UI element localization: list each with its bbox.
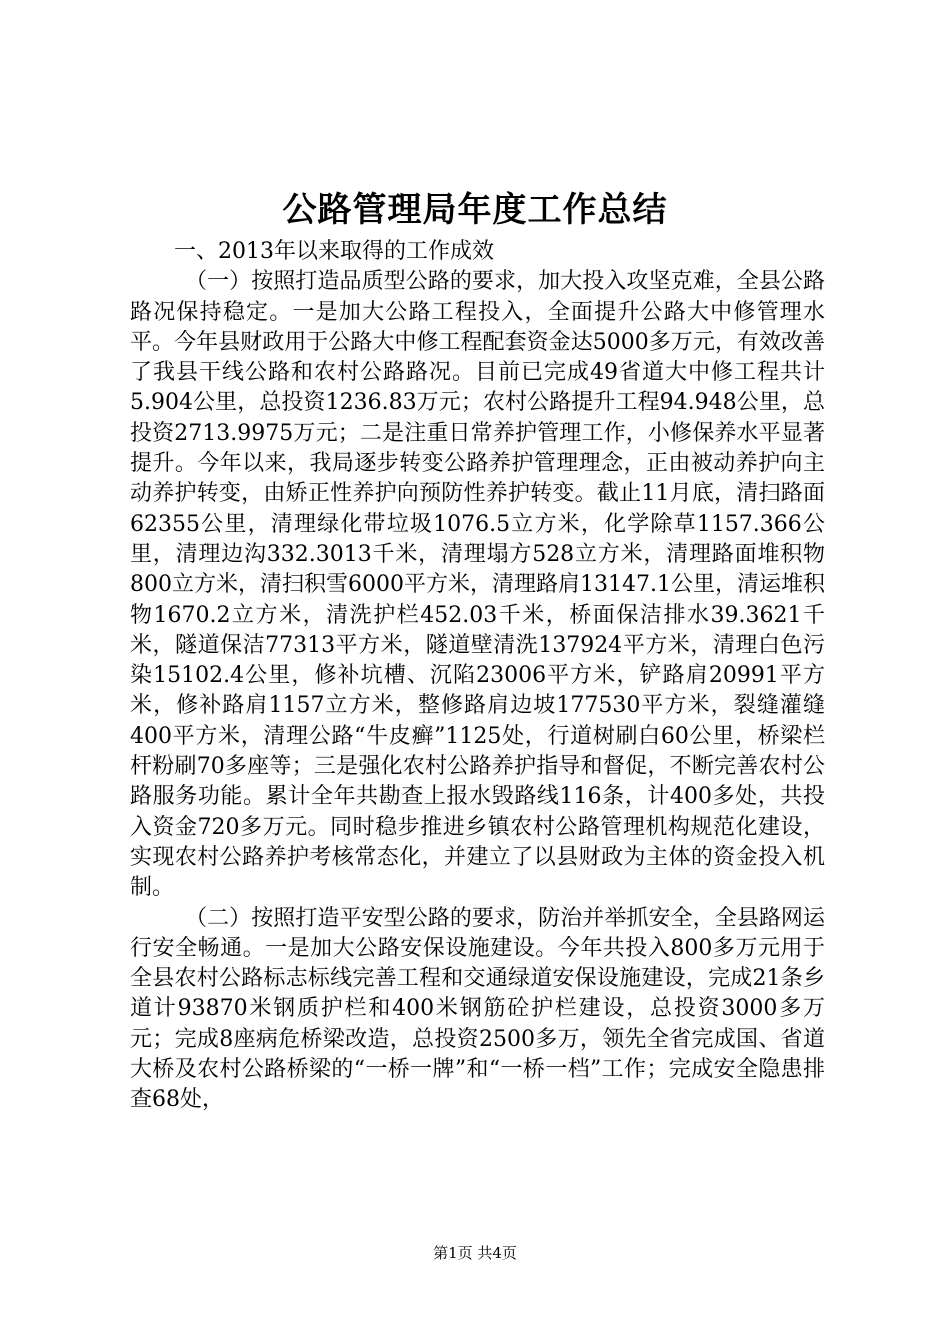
document-title: 公路管理局年度工作总结 (282, 190, 668, 230)
paragraph-1: （一）按照打造品质型公路的要求，加大投入攻坚克难，全县公路路况保持稳定。一是加大公路工程投入，全面提升公路大中修管理水平。今年县财政用于公路大中修工程配套资金达5000多万元，有效改善了我县干线公路和农村公路路况。目前已完成49省道大中修工程共计5.904公里，总投资1236.83万元；农村公路提升工程94.948公里，总投资2713.9975万元；二是注重日常养护管理工作，小修保养水平显著提升。今年以来，我局逐步转变公路养护管理理念，正由被动养护向主动养护转变，由矫正性养护向预防性养护转变。截止11月底，清扫路面62355公里，清理绿化带垃圾1076.5立方米，化学除草1157.366公里，清理边沟332.3013千米，清理塌方528立方米，清理路面堆积物800立方米，清扫积雪6000平方米，清理路肩13147.1公里，清运堆积物1670.2立方米，清洗护栏452.03千米，桥面保洁排水39.3621千米，隧道保洁77313平方米，隧道壁清洗137924平方米，清理白色污染15102.4公里，修补坑槽、沉陷23006平方米，铲路肩20991平方米，修补路肩1157立方米，整修路肩边坡177530平方米，裂缝灌缝400平方米，清理公路“牛皮癣”1125处，行道树刷白60公里，桥梁栏杆粉刷70多座等；三是强化农村公路养护指导和督促，不断完善农村公路服务功能。累计全年共勘查上报水毁路线116条，计400多处，共投入资金720多万元。同时稳步推进乡镇农村公路管理机构规范化建设，实现农村公路养护考核常态化，并建立了以县财政为主体的资金投入机制。 (130, 269, 825, 901)
page-number-footer: 第1页 共4页 (433, 1244, 517, 1262)
paragraph-2: （二）按照打造平安型公路的要求，防治并举抓安全，全县路网运行安全畅通。一是加大公路安保设施建设。今年共投入800多万元用于全县农村公路标志标线完善工程和交通绿道安保设施建设，完成21条乡道计93870米钢质护栏和400米钢筋砼护栏建设，总投资3000多万元；完成8座病危桥梁改造，总投资2500多万，领先全省完成国、省道大桥及农村公路桥梁的“一桥一牌”和“一桥一档”工作；完成安全隐患排查68处， (130, 905, 825, 1113)
section-heading: 一、2013年以来取得的工作成效 (174, 239, 494, 264)
document-body (130, 237, 825, 1116)
